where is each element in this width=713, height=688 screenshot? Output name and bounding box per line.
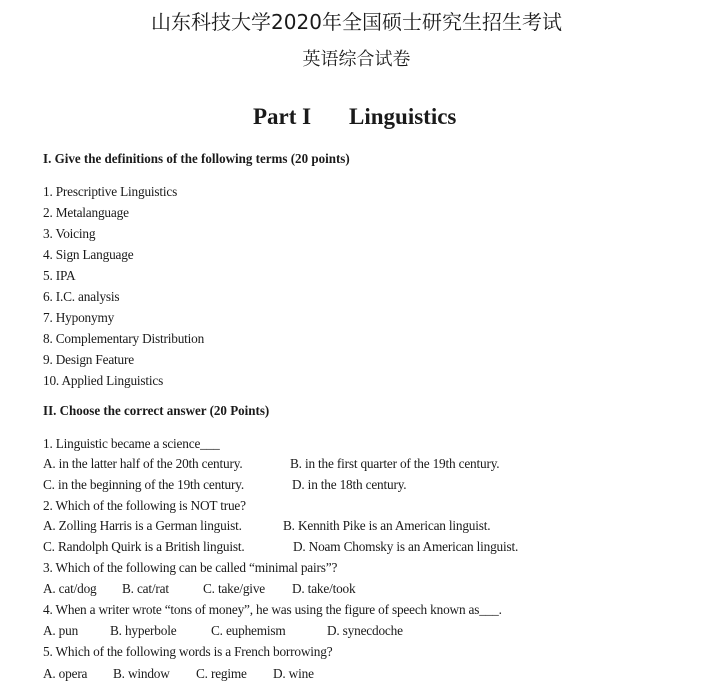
- option: A. opera: [43, 667, 88, 682]
- option: A. cat/dog: [43, 582, 97, 597]
- term-item: 5. IPA: [43, 269, 76, 284]
- option: D. take/took: [292, 582, 356, 597]
- question-text: 5. Which of the following words is a French borrowing?: [43, 645, 333, 660]
- term-item: 1. Prescriptive Linguistics: [43, 185, 178, 200]
- section2-heading: II. Choose the correct answer (20 Points): [43, 404, 270, 419]
- term-item: 9. Design Feature: [43, 353, 134, 368]
- option: D. synecdoche: [327, 624, 403, 639]
- option: B. cat/rat: [122, 582, 169, 597]
- term-item: 7. Hyponymy: [43, 311, 115, 326]
- option: B. Kennith Pike is an American linguist.: [283, 519, 491, 534]
- term-item: 4. Sign Language: [43, 248, 134, 263]
- option: A. pun: [43, 624, 79, 639]
- exam-title: 山东科技大学2020年全国硕士研究生招生考试: [151, 10, 562, 34]
- question-text: 3. Which of the following can be called “minimal pairs”?: [43, 561, 338, 576]
- section1-heading: I. Give the definitions of the following terms (20 points): [43, 152, 350, 167]
- option: B. hyperbole: [110, 624, 177, 639]
- option: C. regime: [196, 667, 247, 682]
- term-item: 2. Metalanguage: [43, 206, 129, 221]
- option: D. Noam Chomsky is an American linguist.: [293, 540, 519, 555]
- term-item: 10. Applied Linguistics: [43, 374, 164, 389]
- option: C. take/give: [203, 582, 265, 597]
- part-label: Part I: [253, 104, 312, 129]
- option: C. in the beginning of the 19th century.: [43, 478, 244, 493]
- question-text: 1. Linguistic became a science___: [43, 437, 220, 452]
- term-item: 8. Complementary Distribution: [43, 332, 205, 347]
- option: D. wine: [273, 667, 314, 682]
- option: B. in the first quarter of the 19th century.: [290, 457, 500, 472]
- option: A. in the latter half of the 20th century.: [43, 457, 243, 472]
- question-text: 2. Which of the following is NOT true?: [43, 499, 246, 514]
- question-text: 4. When a writer wrote “tons of money”, he was using the figure of speech known as___.: [43, 603, 502, 618]
- term-item: 6. I.C. analysis: [43, 290, 120, 305]
- term-item: 3. Voicing: [43, 227, 96, 242]
- part-name: Linguistics: [349, 104, 457, 129]
- option: A. Zolling Harris is a German linguist.: [43, 519, 242, 534]
- option: D. in the 18th century.: [292, 478, 407, 493]
- option: C. euphemism: [211, 624, 286, 639]
- exam-subtitle: 英语综合试卷: [302, 49, 411, 70]
- option: B. window: [113, 667, 170, 682]
- option: C. Randolph Quirk is a British linguist.: [43, 540, 245, 555]
